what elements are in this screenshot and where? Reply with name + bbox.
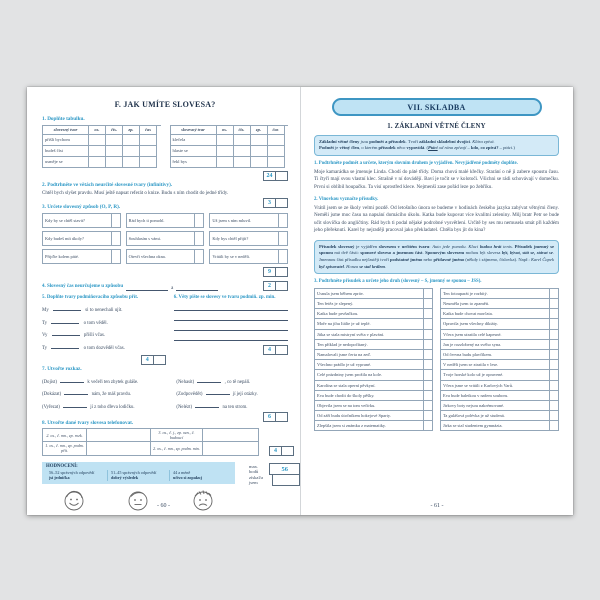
sentence-cell: Ten příklad je nedopočítaný. [315,340,424,350]
fill-in-line [42,344,166,351]
points-box-s5 [141,355,166,365]
line-end: si to nenechali ujít. [85,308,123,314]
points-earned-cell [275,267,288,277]
points-value: 4 [263,345,276,355]
column-header: slovesný tvar [43,126,89,135]
answer-cell [550,289,559,299]
verdict: jsi jednička [49,475,70,481]
answer-cell [424,319,433,329]
imperative-item [42,390,172,397]
line-end: k večeři ten zbytek guláše. [87,379,139,385]
empty-cell [106,157,123,168]
points-earned-cell [275,198,288,208]
answer-box [112,249,121,264]
answer-box [279,213,288,228]
fill-in-line [42,331,166,338]
empty-cell [234,135,251,146]
score-range: 44 a méně [173,469,191,475]
exercise-2-paragraph: Vrátil jsem se ze školy velmi pozdě. Od letošního února se budeme v hodinách českého jazyka zabývat větnými členy. Neměli jsme moc času na napsání domácího úkolu. Katka bude kupovat více kvalitní zeleniny. Můj bratr Petr se bude učit slovíčka do angličtiny. Rád bych ti podal nějaké podrobné vysvětlení. Určitě by ses mu nemusela smát při každém jeho přeřeknutí. Karel by nejraději pracoval jako překladatel. Chtěla bys jít do kina? [314,204,559,234]
empty-cell [123,135,140,146]
earned-points-label: získal/a jsem [249,475,264,486]
answer-cell [424,401,433,411]
empty-cell [140,157,157,168]
verb-form-tables [42,125,288,168]
answer-cell [550,299,559,309]
verb-form-cell: usměje se [43,157,89,168]
answer-blank [195,403,219,408]
points-earned-cell [281,446,294,456]
info-line: Základní větné členy jsou podmět a přísudek. Tvoří základní skladební dvojici. Klára zpívá. [319,138,495,144]
empty-cell [268,146,285,157]
section-1-label: 1. Doplňte tabulku. [42,116,85,122]
page-number-right: - 61 - [430,503,444,509]
column-header: čís. [106,126,123,135]
max-points-label: max. bodů [249,463,259,474]
sentence-cell: Tvoje horské kolo už je opravené. [441,370,550,380]
sentence-cell: Moře na jihu Itálie je už teplé. [315,319,424,329]
book-spread [27,87,573,515]
section-5-label: 5. Doplňte tvary podmiňovacího způsobu přít. [42,294,139,300]
answer-cell [424,330,433,340]
section-5 [42,295,166,365]
section-7-label: 7. Utvořte rozkaz. [42,365,82,372]
page-61 [300,87,573,515]
sentence-cell: Karolína se stala operní pěvkyní. [315,381,424,391]
answer-blank [52,331,80,336]
page-title: F. JAK UMÍTE SLOVESA? [114,100,216,109]
empty-cell [89,146,106,157]
verb-table-a [42,125,161,168]
answer-cell [87,442,151,455]
writing-line [174,311,288,321]
sentence-cell: Jan je rozzlobený na svého syna. [441,340,550,350]
points-value: 4 [141,355,154,365]
imperative-item [42,403,172,410]
answer-blank [60,378,84,383]
connector-word: a [171,285,174,291]
imperative-item [176,378,292,385]
line-end: , co tě nepálí. [224,379,251,385]
sentence-cell: Eva bude baletkou v našem souboru. [441,391,550,401]
sentence: Rád bych ti pomohl. [126,213,196,228]
page-60 [27,87,300,515]
empty-cell [106,146,123,157]
sentence-cell: Včera jsem utratila celé kapesné. [441,330,550,340]
predicate-tables [314,288,559,432]
answer-cell [550,319,559,329]
conditional-lines [42,306,166,351]
sentence: Přijďte kolem páté. [42,249,112,264]
answer-blank [51,344,79,349]
empty-cell [123,146,140,157]
happy-face-icon [62,487,86,513]
sentence-cell: Celé prázdniny jsem prožila na kole. [315,370,424,380]
answer-box [195,249,204,264]
neutral-face-icon [126,487,150,513]
earned-points-box [272,474,300,486]
empty-cell [89,157,106,168]
points-earned-cell [153,355,166,365]
sections-5-6 [42,295,288,365]
sentence-cell: Ten řetěz je slepený. [315,299,424,309]
empty-cell [217,146,234,157]
sentence-cell: Od září budu útočníkem hokejové Sparty. [315,411,424,421]
points-earned-cell [275,412,288,422]
points-box-s1 [263,171,288,181]
sentence-cell: Jirka se stal studentem gymnázia. [441,421,550,431]
sentence-cell: Neuměla jsem to zpaměti. [441,299,550,309]
line-start: My [42,308,49,314]
faces-row [42,487,235,513]
sentence-cell: Objevila jsem se na tom večírku. [315,401,424,411]
answer-cell [424,421,433,431]
predicate-table-left [314,288,433,432]
section-4-row [42,281,288,291]
column-header: zp. [251,126,268,135]
empty-cell [234,146,251,157]
sentence-cell: Katka bude chovat morčata. [441,309,550,319]
answer-cell [424,350,433,360]
points-value: 3 [263,198,276,208]
column-header: zp. [123,126,140,135]
points-box-s4 [263,281,288,291]
answer-cell [424,370,433,380]
form-label-cell: 3. os., č. j., zp. ozn., č. budoucí [151,429,203,442]
section-8-label: 8. Utvořte dané tvary slovesa telefonovat. [42,419,134,426]
points-value: 6 [263,412,276,422]
column-header: čas [140,126,157,135]
sentence-cell: Eva bude chodit do školy pěšky. [315,391,424,401]
fill-in-line [42,319,166,326]
answer-cell [87,429,151,442]
answer-blank [53,306,81,311]
section-6 [174,295,288,365]
sentence-cell: Opravila jsem všechny diktáty. [441,319,550,329]
answer-box [279,231,288,246]
mood-item [209,249,288,264]
verb-form-cell: řekl bys [171,157,217,168]
points-box-s8 [269,446,294,456]
answer-blank [197,378,221,383]
answer-cell [550,381,559,391]
column-header: čís. [234,126,251,135]
empty-cell [217,135,234,146]
mood-item [42,213,121,228]
info-line: Podmět je větný člen, o kterém přísudek něco vypovídá. (Ptáci od rána zpívají – kdo, co zpívá? – ptáci.) [319,145,515,151]
fill-in-line [42,306,166,313]
evaluation-title: HODNOCENÍ: [46,463,78,469]
mood-grid [42,213,288,264]
writing-line [174,301,288,311]
form-label-cell: 2. os., č. mn., zp. podm. min. [151,442,203,455]
sentence-cell: Jitka se stala mistryní světa v plavání. [315,330,424,340]
mood-item [42,249,121,264]
answer-blank [206,390,230,395]
points-earned-cell [275,171,288,181]
line-end: jí z toho dřeva lodičku. [90,404,135,410]
points-value: 9 [263,267,276,277]
evaluation-column [169,470,231,481]
sentence-cell: Včera jsme se vrátili z Karlových Varů. [441,381,550,391]
section-6-label: 6. Věty pište se slovesy ve tvaru podmiň. zp. min. [173,294,276,300]
points-box-s2 [263,198,288,208]
answer-cell [424,299,433,309]
answer-cell [424,309,433,319]
verb-form-cell: klečela [171,135,217,146]
answer-box [279,249,288,264]
sentence-cell: V neděli jsem se ztratila v lese. [441,360,550,370]
evaluation-columns [46,470,231,481]
info-text: Přísudek slovesný je vyjádřen slovesem v určitém tvaru: Auto jede pomalu. Kluci budou hrát tenis. Přísudek jmenný se sponou má dvě části: sponové sloveso a jmennou část. Sponovým slovesem mohou být slovesa být, bývat, stát se, stávat se. Jmennou část přísudku nejčastěji tvoří podstatné jméno nebo přídavné jméno (někdy i zájmeno, číslovka). Např.: Karel Čapek byl spisovatel. Honza se stal králem. [319,243,554,270]
max-points-box: 56 [269,463,300,475]
answer-cell [550,309,559,319]
form-label-cell: 1. os., č. mn., zp. podm. přít. [43,442,87,455]
section-8-row [42,428,288,455]
line-start: Ty [42,345,48,351]
answer-blank [64,390,88,395]
sad-face-icon [191,487,215,513]
mood-item [126,213,205,228]
answer-cell [550,421,559,431]
answer-cell [203,442,259,455]
column-header: čas [268,126,285,135]
answer-cell [203,429,259,442]
answer-blank [126,286,168,291]
section-4-label: 4. Slovesný čas neurčujeme u způsobu [42,284,124,290]
exercise-2-label: 2. Vlnovkou vyznačte přísudky. [314,196,379,202]
line-end: jí její otázky. [232,392,258,398]
answer-box [195,231,204,246]
verdict: učivo si zopakuj [173,475,202,481]
line-end: o tom věděl. [83,320,108,326]
score-range: 56–52 správných odpovědí [49,469,95,475]
answer-cell [424,391,433,401]
sentence: Souhlasím s vámi. [126,231,196,246]
telefonovat-table [42,428,259,455]
form-label-cell: 2. os., č. mn., zp. rozk. [43,429,87,442]
sentence: Vrátili by se v neděli. [209,249,279,264]
answer-box [195,213,204,228]
imperative-item [176,403,292,410]
column-header: slovesný tvar [171,126,217,135]
empty-cell [234,157,251,168]
evaluation-column [107,470,169,481]
column-header: os. [217,126,234,135]
empty-cell [251,157,268,168]
line-end: o tom dozvěděl včas. [83,345,125,351]
answer-cell [550,330,559,340]
section-3-label: 3. Určete slovesný způsob (O, P, R). [42,204,121,210]
section-2-label: 2. Podtrhněte ve větách neurčité slovesné tvary (infinitivy). [42,181,173,188]
line-end: nám, že máš pravdu. [91,392,132,398]
verb-in-brackets: (Dojíst) [42,379,57,385]
empty-cell [140,135,157,146]
mood-item [42,231,121,246]
answer-blank [63,403,87,408]
evaluation-band [42,462,235,484]
verb-form-cell: budeš číst [43,146,89,157]
sentence-cell: Namalovali jsme čerta na zeď. [315,350,424,360]
answer-cell [424,340,433,350]
answer-box [112,231,121,246]
info-box-subject-predicate [314,135,559,156]
writing-line [174,331,288,341]
empty-cell [106,135,123,146]
predicate-table-right [440,288,559,432]
answer-cell [550,411,559,421]
verb-in-brackets: (Vyřezat) [42,404,60,410]
chapter-title: VII. SKLADBA [332,98,542,116]
imperative-item [42,378,172,385]
line-start: Vy [42,333,48,339]
answer-cell [424,360,433,370]
empty-cell [268,157,285,168]
answer-blank [176,286,218,291]
page-number-left: - 60 - [157,503,170,509]
sentence: Kdy by se chtěl stavit? [42,213,112,228]
score-range: 51–45 správných odpovědí [111,469,157,475]
section-2-text: Chtěl bych slyšet pravdu. Musí ještě napsat referát o knize. Budu s ním chodit do jedné třídy. [42,190,229,196]
empty-cell [140,146,157,157]
answer-box [112,213,121,228]
mood-item [209,231,288,246]
evaluation-column [46,470,107,481]
sentence-cell: Všechno prádlo je už vyprané. [315,360,424,370]
sentence-cell: Katka bude prvňačkou. [315,309,424,319]
points-box-s3 [263,267,288,277]
sentence: Kdy bys chtěl přijít? [209,231,279,246]
answer-cell [550,401,559,411]
verb-form-cell: hlaste se [171,146,217,157]
exercise-1-paragraph: Moje kamarádka se jmenuje Linda. Chodí do páté třídy. Doma chová malé křečky. Starání o ně ji zabere spoustu času. Ti čtyři mají svou vlastní klec. Strašně v ní dovádějí. Baví je točit se v kolotoči. Všichni se rádi schovávají v domečku. První si oblíbil houpačku. Ta visí uprostřed klece. Nejmenší zase pořád leze po žebříku. [314,168,559,190]
answer-cell [550,370,559,380]
mood-item [209,213,288,228]
verb-form-cell: přišli bychom [43,135,89,146]
empty-cell [251,146,268,157]
sentence-cell: Od června budu plavčíkem. [441,350,550,360]
sentence-cell: Ta gulášová polévka je už studená. [441,411,550,421]
sentence-cell: Usnula jsem během zpráv. [315,289,424,299]
verb-table-b [170,125,289,168]
sentence-cell: Jirkovy boty nejsou nakrémované. [441,401,550,411]
info-box-predicate-types [314,240,559,274]
answer-cell [550,340,559,350]
answer-cell [550,360,559,370]
mood-item [126,231,205,246]
sentence: Otevři všechna okna. [126,249,196,264]
verb-in-brackets: (Dokázat) [42,392,62,398]
points-earned-cell [275,281,288,291]
empty-cell [123,157,140,168]
writing-line [174,321,288,331]
earned-points-row [249,475,300,486]
empty-cell [217,157,234,168]
sentence: Už jsem s ním mluvil. [209,213,279,228]
answer-cell [424,411,433,421]
points-earned-cell [275,345,288,355]
empty-cell [89,135,106,146]
line-end: přišli včas. [83,333,106,339]
sentence-cell: Zlepšila jsem si známku z matematiky. [315,421,424,431]
verb-in-brackets: (Nehasit) [176,379,195,385]
answer-cell [424,289,433,299]
sentence-cell: Ten fotoaparát je rozbitý. [441,289,550,299]
line-start: Ty [42,320,48,326]
imperative-grid [42,372,288,410]
answer-blank [51,319,79,324]
exercise-3-label: 3. Podtrhněte přísudek a určete jeho druh (slovesný – S, jmenný se sponou – JSS). [314,279,482,285]
line-end: na ten strom. [222,404,248,410]
exercise-1-label: 1. Podtrhněte podmět a určete, kterým slovním druhem je vyjádřen. Nevyjádřené podměty doplňte. [314,160,518,166]
verdict: dobrý výsledek [111,475,139,481]
points-box-s6 [263,345,288,355]
answer-cell [550,391,559,401]
sentence: Kdy budeš mít úkoly? [42,231,112,246]
points-box-s7 [263,412,288,422]
verb-in-brackets: (Zodpovědět) [176,392,203,398]
points-value: 24 [263,171,276,181]
verb-in-brackets: (Nelézt) [176,404,193,410]
points-value: 4 [269,446,282,456]
mood-item [126,249,205,264]
points-value: 2 [263,281,276,291]
answer-cell [424,381,433,391]
empty-cell [268,135,285,146]
lesson-subtitle: 1. ZÁKLADNÍ VĚTNÉ ČLENY [387,123,486,130]
answer-cell [550,350,559,360]
imperative-item [176,390,292,397]
column-header: os. [89,126,106,135]
empty-cell [251,135,268,146]
